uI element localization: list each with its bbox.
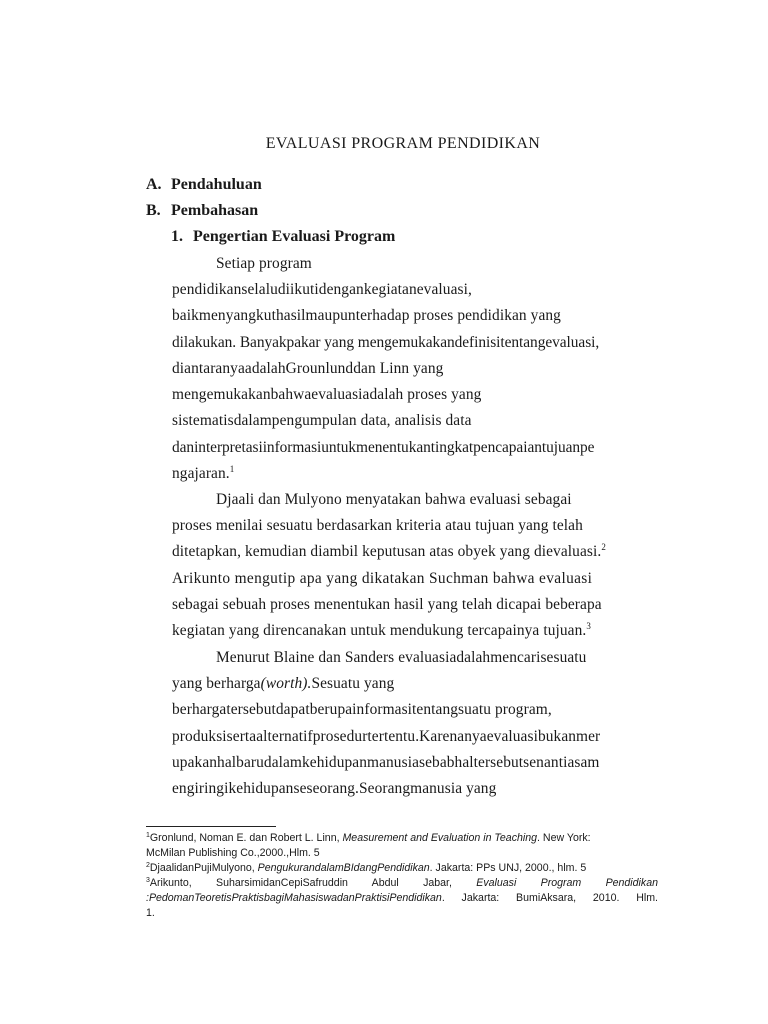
body-line: proses menilai sesuatu berdasarkan kriteria atau tujuan yang telah: [172, 517, 583, 534]
section-a-label: Pendahuluan: [171, 176, 262, 193]
body-line: Menurut Blaine dan Sanders evaluasiadalahmencarisesuatu: [216, 649, 587, 666]
body-text: ditetapkan, kemudian diambil keputusan atas obyek yang dievaluasi.: [172, 543, 602, 560]
body-line: Setiap program: [216, 255, 312, 272]
footnote-text: . Jakarta: BumiAksara, 2010. Hlm.: [441, 892, 658, 904]
body-line: [172, 465, 234, 483]
footnote-text: 1.: [146, 907, 155, 919]
footnote-title: :PedomanTeoretisPraktisbagiMahasiswadanPraktisiPendidikan: [146, 892, 442, 904]
footnote-3-line: [146, 906, 658, 921]
footnote-ref-1[interactable]: 1: [229, 464, 235, 474]
footnote-2-number: 2: [146, 862, 150, 869]
footnote-text: McMilan Publishing Co.,2000.,Hlm. 5: [146, 847, 320, 859]
footnote-title: Measurement and Evaluation in Teaching: [342, 832, 538, 844]
footnote-text: Gronlund, Noman E. dan Robert L. Linn,: [149, 832, 343, 844]
footnote-text: . Jakarta: PPs UNJ, 2000., hlm. 5: [429, 862, 587, 874]
body-text: Sesuatu yang: [311, 675, 395, 692]
body-line: pendidikanselaludiikutidengankegiatanevaluasi,: [172, 281, 472, 298]
subsection-1-heading: [171, 228, 395, 246]
body-line: [172, 622, 591, 640]
section-b-heading: [146, 202, 258, 220]
footnote-1: [146, 831, 658, 861]
footnote-ref-2[interactable]: 2: [601, 542, 606, 552]
footnote-3-line: [146, 891, 658, 906]
body-line: mengemukakanbahwaevaluasiadalah proses yang: [172, 386, 482, 403]
footnote-text: DjaalidanPujiMulyono,: [149, 862, 258, 874]
section-a-heading: [146, 176, 262, 194]
body-line: diantaranyaadalahGrounlunddan Linn yang: [172, 360, 444, 377]
footnote-1-number: 1: [146, 832, 150, 839]
body-line: upakanhalbarudalamkehidupanmanusiasebabhaltersebutsenantiasam: [172, 754, 600, 771]
body-line: Arikunto mengutip apa yang dikatakan Suchman bahwa evaluasi: [172, 570, 593, 587]
footnote-title: PengukurandalamBIdangPendidikan: [257, 862, 430, 874]
section-a-marker: A.: [146, 176, 162, 193]
body-line: engiringikehidupanseseorang.Seorangmanusia yang: [172, 780, 497, 797]
body-line: produksisertaalternatifprosedurtertentu.Karenanyaevaluasibukanmer: [172, 728, 601, 745]
subsection-1-label: Pengertian Evaluasi Program: [193, 228, 396, 245]
section-b-marker: B.: [146, 202, 161, 219]
italic-term: (worth).: [260, 675, 312, 692]
footnote-text: Arikunto, SuharsimidanCepiSafruddin Abdul Jabar,: [149, 877, 477, 889]
section-b-label: Pembahasan: [171, 202, 259, 219]
body-line: Djaali dan Mulyono menyatakan bahwa evaluasi sebagai: [216, 491, 572, 508]
body-line: dilakukan. Banyakpakar yang mengemukakandefinisitentangevaluasi,: [172, 334, 600, 351]
body-line: baikmenyangkuthasilmaupunterhadap proses pendidikan yang: [172, 307, 561, 324]
footnote-3-number: 3: [146, 877, 150, 884]
subsection-1-marker: 1.: [171, 228, 183, 245]
body-line: daninterpretasiinformasiuntukmenentukantingkatpencapaiantujuanpe: [172, 439, 595, 456]
body-line: [172, 543, 606, 561]
body-text: yang berharga: [172, 675, 261, 692]
footnote-ref-3[interactable]: 3: [586, 621, 591, 631]
body-line: berhargatersebutdapatberupainformasitentangsuatu program,: [172, 701, 552, 718]
footnote-separator: [146, 826, 276, 827]
body-line: sistematisdalampengumpulan data, analisis data: [172, 412, 472, 429]
body-line: [172, 675, 394, 693]
footnote-2: [146, 861, 658, 876]
body-line: sebagai sebuah proses menentukan hasil yang telah dicapai beberapa: [172, 596, 602, 613]
footnote-title: Evaluasi Program Pendidikan: [476, 877, 658, 889]
document-title: EVALUASI PROGRAM PENDIDIKAN: [265, 135, 541, 152]
footnote-3-line: [146, 876, 658, 891]
footnote-3: [146, 876, 658, 921]
body-text: ngajaran.: [172, 465, 230, 482]
footnote-text: . New York:: [537, 832, 591, 844]
body-text: kegiatan yang direncanakan untuk mendukung tercapainya tujuan.: [172, 622, 587, 639]
